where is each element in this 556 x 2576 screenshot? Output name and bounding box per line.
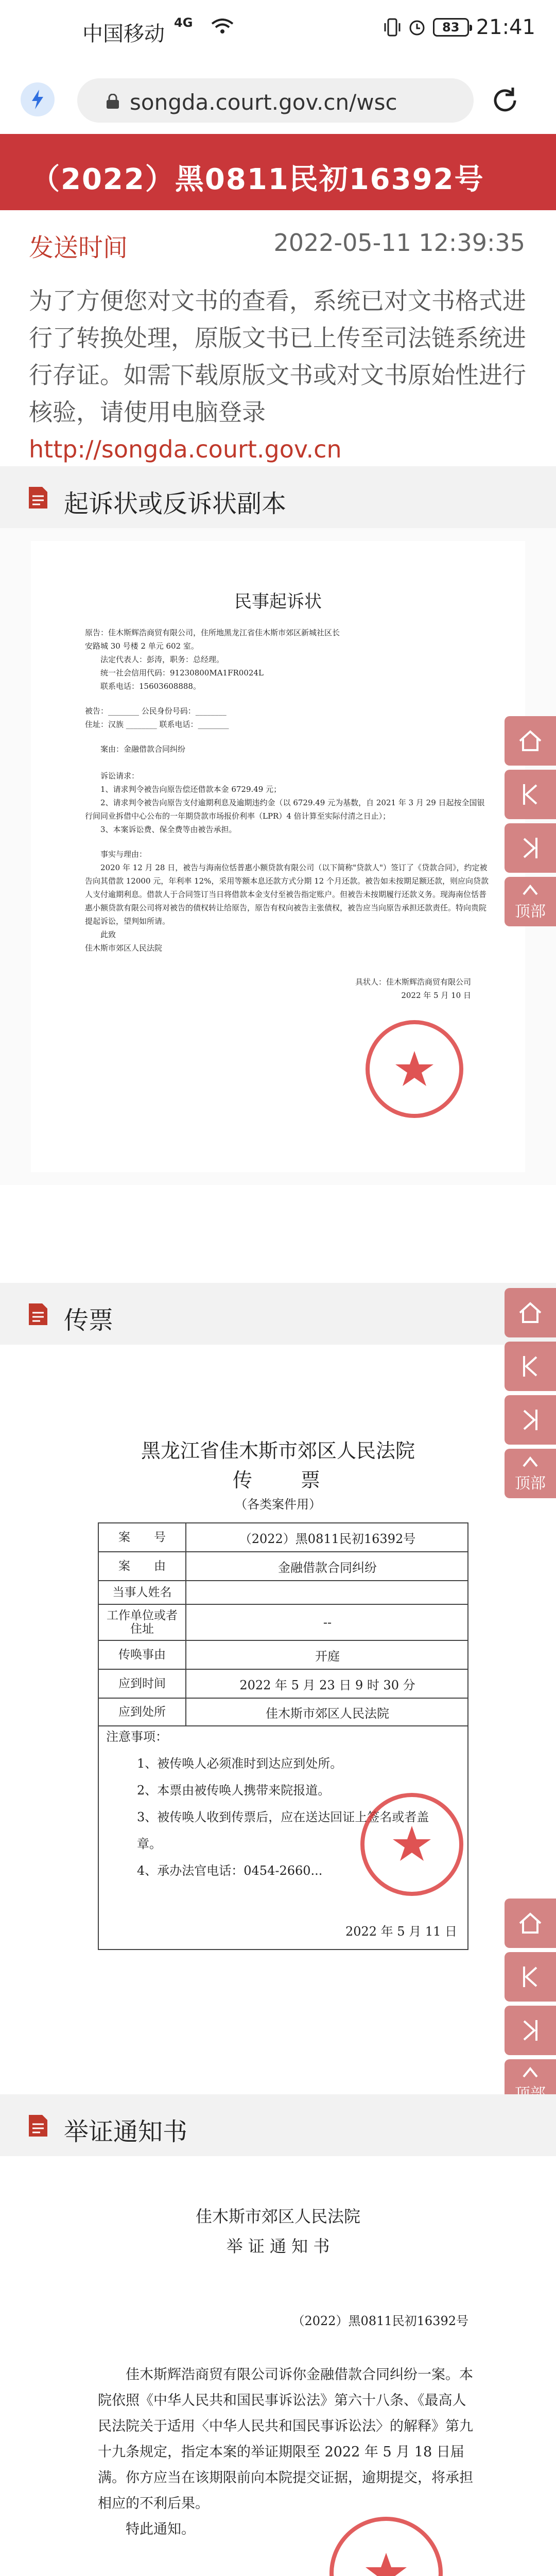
note-item: 1、被传唤人必须准时到达应到处所。 [137,1756,343,1771]
conversion-notice [29,282,533,468]
bolt-icon[interactable] [21,82,55,116]
floating-nav-2 [505,1288,556,1498]
url-text[interactable]: songda.court.gov.cn/wsc [130,90,397,115]
complaint-body [85,626,492,1002]
send-time-value: 2022-05-11 12:39:35 [273,229,525,257]
complaint-line: 3、本案诉讼费、保全费等由被告承担。 [100,825,237,834]
evidence-title: 举 证 通 知 书 [226,2236,330,2256]
complaint-line: 安路城 30 号楼 2 单元 602 室。 [85,641,199,651]
complaint-line: 具状人：佳木斯辉浩商贸有限公司 [355,977,471,987]
summons-row [99,1699,467,1726]
floating-nav-3 [505,1899,556,2109]
complaint-line: 1、请求判令被告向原告偿还借款本金 6729.49 元； [100,785,282,794]
summons-row [99,1552,467,1581]
top-button-label: 顶部 [515,1475,546,1493]
summons-date: 2022 年 5 月 11 日 [345,1924,457,1939]
status-right [384,15,535,39]
network-type: 4G [174,15,193,30]
complaint-line: 原告：佳木斯辉浩商贸有限公司，住所地黑龙江省佳木斯市郊区新城社区长 [85,628,340,637]
summons-court: 黑龙江省佳木斯市郊区人民法院 [141,1439,415,1462]
floating-nav-1 [505,716,556,926]
complaint-line: 2022 年 5 月 10 日 [401,991,471,1000]
next-icon [517,1406,544,1433]
clock: 21:41 [476,15,535,39]
court-seal [329,2517,443,2576]
summons-row-label: 应到时间 [99,1670,186,1698]
summons-row-value: 开庭 [315,1649,340,1664]
next-icon [517,835,544,861]
alarm-icon [408,18,426,37]
prev-button[interactable] [505,1952,556,2002]
prev-icon [517,1963,544,1990]
summons-row-value: 佳木斯市郊区人民法院 [266,1706,389,1721]
complaint-line: 2、请求判令被告向原告支付逾期利息及逾期违约金（以 6729.49 元为基数，自 2021 年 3 月 29 日起按全国银行间同业拆借中心公布的一年期贷款市场报价利率（LPR）4 倍计算至实际付清之日止）； [85,798,485,821]
section-header-complaint [0,466,556,528]
summons-row [99,1641,467,1670]
star-icon [334,2521,439,2576]
wifi-icon [211,19,234,34]
notice-text: 为了方便您对文书的查看，系统已对文书格式进行了转换处理，原版文书已上传至司法链系统进行存证。如需下载原版文书或对文书原始性进行核验，请使用电脑登录 [29,287,526,426]
summons-row-label: 应到处所 [99,1699,186,1725]
summons-row [99,1581,467,1605]
summons-row-label: 当事人姓名 [99,1581,186,1604]
complaint-line: 事实与理由： [100,850,147,859]
summons-row-value: 2022 年 5 月 23 日 9 时 30 分 [239,1677,415,1692]
vibrate-icon [384,18,401,37]
section-header-summons [0,1283,556,1345]
summons-subtitle: （各类案件用） [235,1497,321,1512]
next-button[interactable] [505,1395,556,1445]
top-button[interactable] [505,877,556,926]
summons-document [0,1345,556,2074]
home-button[interactable] [505,1899,556,1948]
summons-row-label: 工作单位或者住址 [99,1605,186,1640]
top-button-label: 顶部 [515,903,546,921]
section-header-evidence [0,2094,556,2156]
court-seal [366,1020,463,1118]
case-title: （2022）黑0811民初16392号 [31,163,484,196]
send-time-row [0,211,556,268]
prev-icon [517,781,544,808]
note-item: 2、本票由被传唤人携带来院报道。 [137,1783,331,1798]
summons-row-label: 案 号 [99,1523,186,1551]
evidence-body [98,2362,479,2543]
send-time-label: 发送时间 [29,233,128,262]
complaint-line: 佳木斯市郊区人民法院 [85,943,163,953]
summons-row [99,1605,467,1641]
document-icon [28,486,48,510]
summons-title: 传 票 [232,1469,323,1492]
complaint-line: 联系电话：15603608888。 [100,682,201,691]
complaint-line: 此致 [100,930,116,939]
evidence-court: 佳木斯市郊区人民法院 [195,2207,360,2226]
summons-row-label: 传唤事由 [99,1641,186,1669]
top-button[interactable] [505,1449,556,1498]
next-button[interactable] [505,2006,556,2055]
summons-row-value: （2022）黑0811民初16392号 [239,1531,416,1546]
complaint-line: 法定代表人：彭涛，职务：总经理。 [100,655,224,664]
complaint-line: 案由：金融借款合同纠纷 [100,744,186,754]
home-icon [517,1299,544,1326]
document-icon [28,2114,48,2138]
up-arrow-icon [522,1454,539,1468]
evidence-paragraph: 佳木斯辉浩商贸有限公司诉你金融借款合同纠纷一案。本院依照《中华人民共和国民事诉讼法》第六十八条、《最高人民法院关于适用〈中华人民共和国民事诉讼法〉的解释》第九十九条规定，指定本案的举证期限至 2022 年 5 月 18 日届满。你方应当在该期限前向本院提交证据，逾期提交，将承担相应的不利后果。 [98,2367,473,2512]
reload-icon[interactable] [489,84,521,116]
home-icon [517,1910,544,1937]
up-arrow-icon [522,882,539,896]
summons-row-label: 案 由 [99,1552,186,1580]
section-title: 传票 [64,1306,114,1335]
notes-title: 注意事项： [106,1730,168,1744]
complaint-line: 诉讼请求： [100,771,140,781]
lock-icon [106,94,120,109]
complaint-line: 统一社会信用代码：91230800MA1FR0024L [100,668,264,677]
home-button[interactable] [505,1288,556,1337]
star-icon [370,1024,459,1114]
evidence-paragraph: 特此通知。 [126,2521,195,2537]
summons-row-value: -- [323,1615,332,1630]
section-title: 起诉状或反诉状副本 [64,489,287,518]
case-banner [0,134,556,210]
summons-row-value: 金融借款合同纠纷 [278,1560,377,1575]
battery-indicator: 83 [433,18,469,37]
carrier-name: 中国移动 [82,22,165,46]
complaint-line: 被告：________ 公民身份号码：________ [85,706,227,716]
summons-row [99,1523,467,1552]
notice-link[interactable]: http://songda.court.gov.cn [29,435,342,463]
prev-button[interactable] [505,770,556,819]
complaint-line: 2020 年 12 月 28 日，被告与海南位恬普惠小额贷款有限公司（以下简称"贷款人"）签订了《贷款合同》，约定被告向其借款 12000 元，年利率 12%，采用等额本息还款方式分期 12 个月还款。被告如未按期足额还款，则应向贷款人支付逾期利息。借款人于合同签订当日将借款本金支付至被告指定账户。但被告未按期履行还款义务。现海南位恬普惠小额贷款有限公司将对被告的债权转让给原告，原告有权向被告主张债权，被告应当向原告承担还款责任。特向贵院提起诉讼，望判如所请。 [85,863,489,926]
next-icon [517,2017,544,2044]
court-seal [360,1793,463,1896]
summons-row-value [187,1581,467,1604]
complaint-line: 住址：汉族 ________ 联系电话：________ [85,720,229,729]
prev-button[interactable] [505,1342,556,1391]
status-bar [0,0,556,67]
complaint-document [0,528,556,1185]
up-arrow-icon [522,2064,539,2079]
document-icon [28,1302,48,1326]
next-button[interactable] [505,823,556,873]
prev-icon [517,1353,544,1380]
evidence-notice-document [0,2156,556,2576]
note-item: 3、被传唤人收到传票后，应在送达回证上签名或者盖章。 [137,1810,429,1851]
complaint-title: 民事起诉状 [234,591,322,612]
section-title: 举证通知书 [64,2117,188,2146]
summons-row [99,1670,467,1699]
home-icon [517,727,544,754]
browser-address-bar [0,67,556,134]
evidence-case-no: （2022）黑0811民初16392号 [292,2314,468,2328]
complaint-paper [31,541,525,1172]
note-item: 4、承办法官电话：0454-2660... [137,1863,323,1878]
star-icon [364,1797,459,1892]
home-button[interactable] [505,716,556,766]
